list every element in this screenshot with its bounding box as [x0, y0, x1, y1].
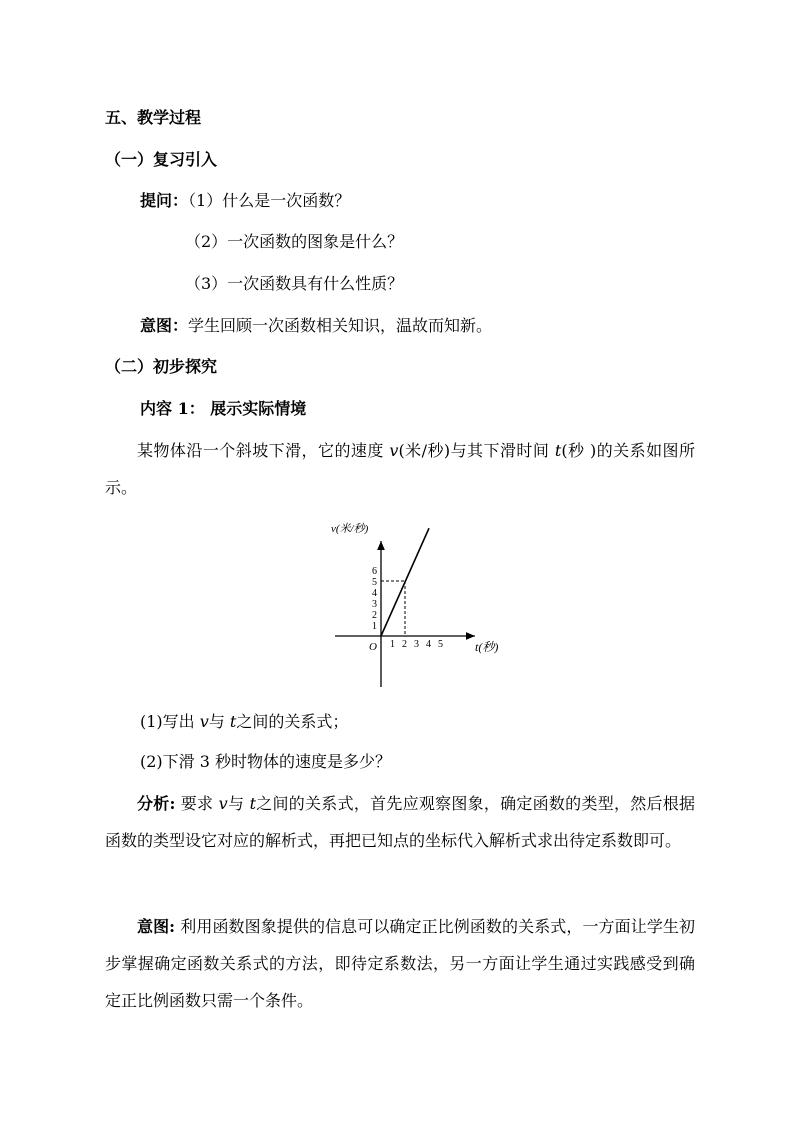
- intent-2-text: 利用函数图象提供的信息可以确定正比例函数的关系式，一方面让学生初步掌握确定函数关系式的方法，即待定系数法，另一方面让学生通过实践感受到确定正比例函数只需一个条件。: [105, 917, 695, 1010]
- scenario-var-v: v: [389, 441, 399, 460]
- scenario-paragraph: [105, 432, 695, 506]
- content-1-title: 内容 1： 展示实际情境: [140, 399, 307, 418]
- task-1: [140, 712, 348, 732]
- section-title: 五、教学过程: [105, 108, 202, 127]
- y-axis-label: v(米/秒): [331, 523, 369, 535]
- analysis-var-v: v: [218, 794, 228, 813]
- subsection-title-review: （一）复习引入: [105, 150, 218, 169]
- y-tick-label: 1: [372, 621, 377, 632]
- question-1-text: （1）什么是一次函数？: [188, 191, 351, 210]
- velocity-time-chart: [320, 515, 510, 695]
- subsection-title-explore: （二）初步探究: [105, 357, 218, 376]
- origin-label: O: [369, 641, 377, 653]
- x-axis-label: t(秒): [475, 640, 499, 654]
- scenario-text-1: 某物体沿一个斜坡下滑，它的速度: [137, 441, 390, 460]
- intent-1-label: 意图：: [140, 316, 189, 335]
- x-tick-label: 3: [414, 639, 419, 650]
- analysis-text-1: 要求: [175, 794, 219, 813]
- intent-2-label: 意图:: [137, 917, 176, 936]
- task-1-var-v: v: [199, 712, 209, 731]
- scenario-text-2: (米/秒)与其下滑时间: [398, 441, 555, 460]
- scenario-var-t: t: [554, 441, 562, 460]
- series-line: [381, 528, 429, 636]
- y-tick-label: 2: [372, 610, 377, 621]
- y-tick-label: 6: [372, 566, 377, 577]
- x-tick-label: 4: [426, 639, 431, 650]
- y-tick-label: 3: [372, 599, 377, 610]
- x-tick-label: 1: [390, 639, 395, 650]
- analysis-label: 分析:: [137, 794, 176, 813]
- analysis-text-2: 与: [227, 794, 250, 813]
- analysis-paragraph: [105, 785, 695, 859]
- y-tick-label: 4: [372, 588, 377, 599]
- task-2: (2)下滑 3 秒时物体的速度是多少？: [140, 752, 392, 771]
- scenario-text-3: (秒 )的关系如图所示。: [105, 441, 695, 497]
- intent-2-paragraph: [105, 908, 695, 1019]
- task-1-text-1: (1)写出: [140, 712, 200, 731]
- task-1-text-3: 之间的关系式；: [236, 712, 349, 731]
- task-1-text-2: 与: [208, 712, 230, 731]
- question-2: （2）一次函数的图象是什么？: [185, 232, 404, 251]
- x-tick-label: 2: [402, 639, 407, 650]
- question-3: （3）一次函数具有什么性质？: [185, 274, 404, 293]
- y-tick-label: 5: [372, 577, 377, 588]
- intent-1-text: 学生回顾一次函数相关知识，温故而知新。: [188, 316, 493, 335]
- analysis-text-3: 之间的关系式，首先应观察图象，确定函数的类型，然后根据函数的类型设它对应的解析式，再把已知点的坐标代入解析式求出待定系数即可。: [105, 794, 695, 850]
- task-1-var-t: t: [229, 712, 237, 731]
- analysis-var-t: t: [249, 794, 257, 813]
- question-label: 提问：: [140, 191, 189, 210]
- x-tick-label: 5: [438, 639, 443, 650]
- question-1: [140, 191, 350, 211]
- intent-1: [140, 316, 492, 336]
